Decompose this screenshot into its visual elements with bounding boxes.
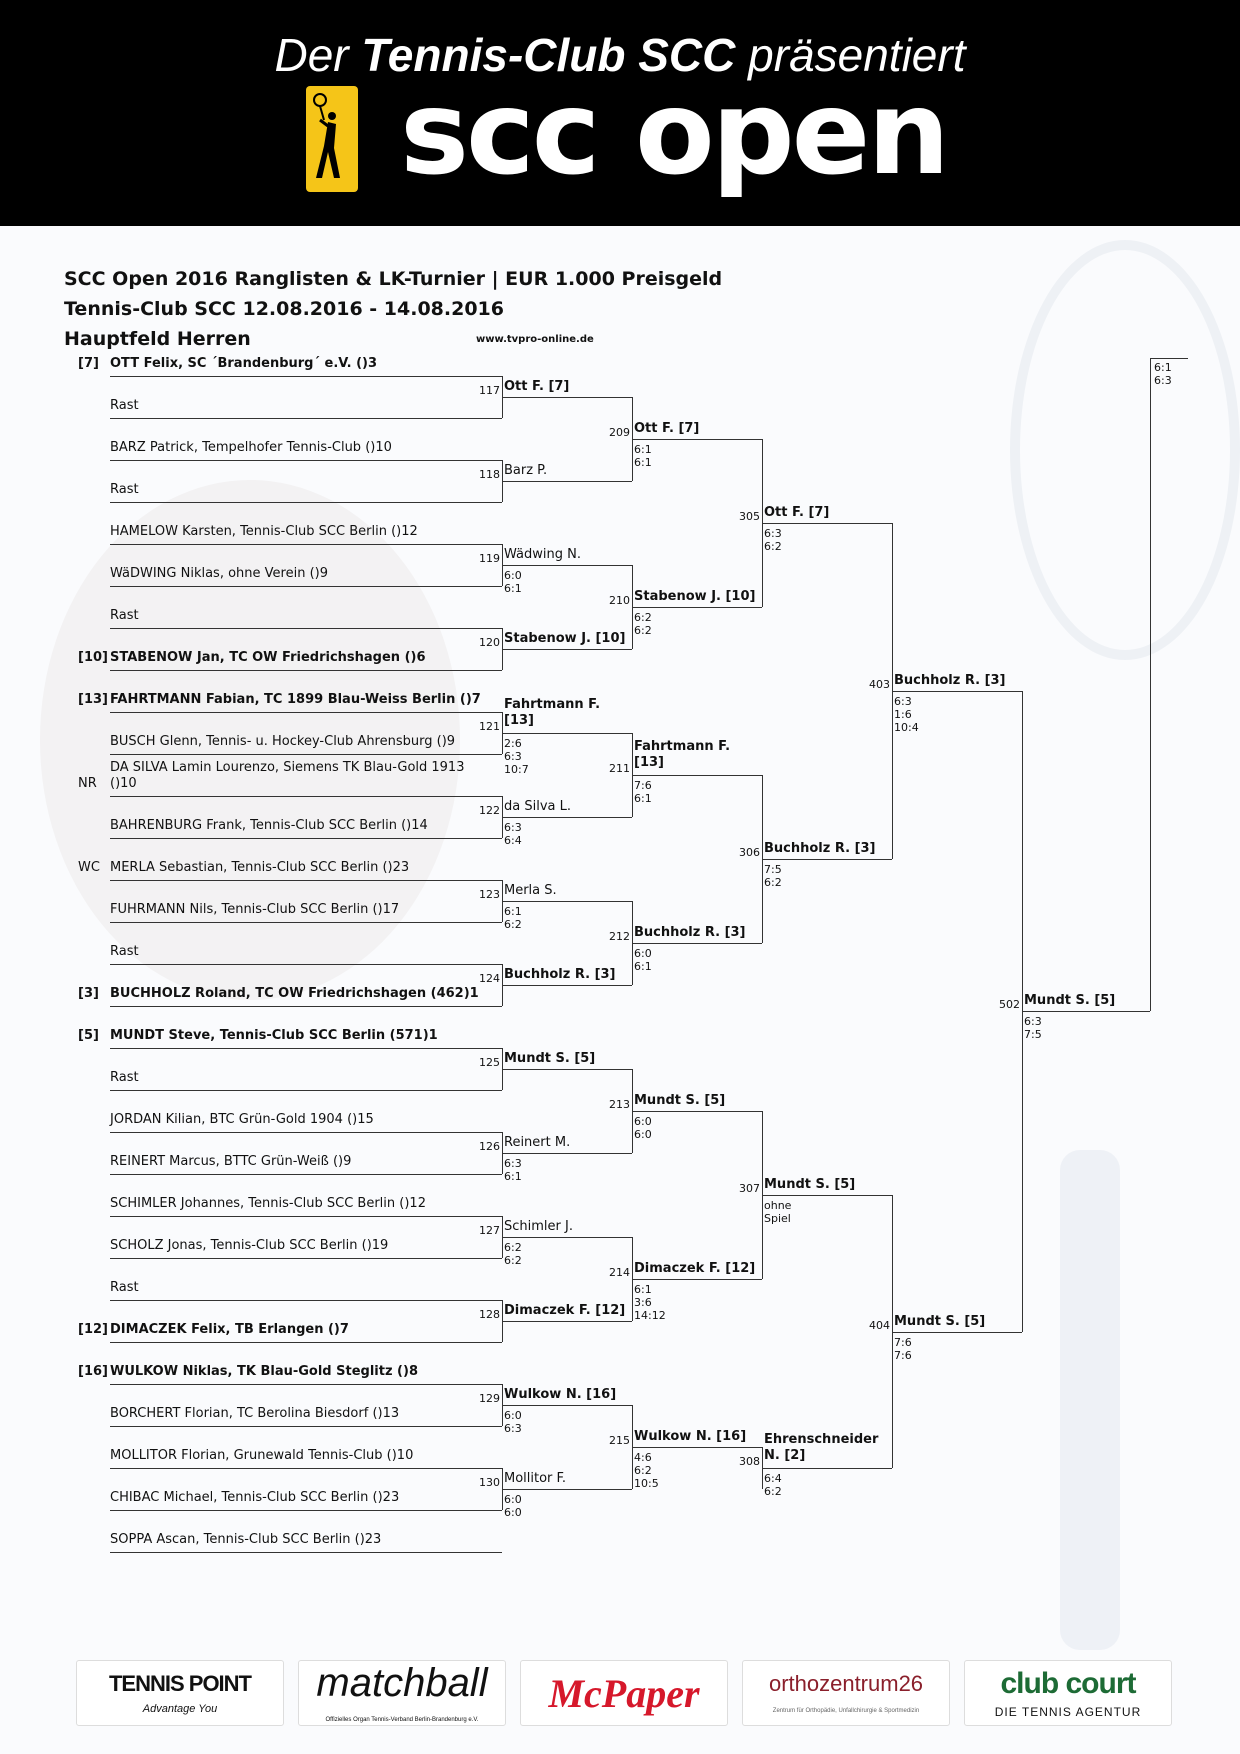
doc-venue-dates: Tennis-Club SCC 12.08.2016 - 14.08.2016 [64,298,504,320]
player-line [110,586,502,587]
match-score: 7:5 6:2 [764,863,782,889]
sponsor-matchball[interactable] [298,1660,506,1726]
winner-line [502,1489,632,1490]
player-line [110,670,502,671]
sponsor-orthozentrum-tagline: Zentrum für Orthopädie, Unfallchirurgie & Sportmedizin [772,1707,920,1714]
match-number: 212 [609,930,630,943]
match-number: 124 [479,972,500,985]
match-winner: Ehrenschneider N. [2] [764,1432,879,1463]
match-winner: Stabenow J. [10] [634,589,756,604]
match-number: 125 [479,1056,500,1069]
player-line [110,796,502,797]
match-number: 117 [479,384,500,397]
player-line [110,460,502,461]
player-entry: MOLLITOR Florian, Grunewald Tennis-Club ()10 [110,1448,414,1463]
match-score: 6:0 6:0 [504,1493,522,1519]
player-line [110,1258,502,1259]
match-number: 403 [869,678,890,691]
match-winner: Dimaczek F. [12] [504,1303,626,1318]
player-entry: HAMELOW Karsten, Tennis-Club SCC Berlin ()12 [110,524,418,539]
match-score: 6:4 6:2 [764,1472,782,1498]
sponsor-clubcourt-name: club court [1000,1666,1136,1700]
player-line [110,1468,502,1469]
winner-line [502,817,632,818]
player-seed: [13] [78,692,108,707]
winner-line [502,985,632,986]
winner-line [632,439,762,440]
winner-line [502,481,632,482]
player-seed: [7] [78,356,99,371]
winner-line [502,1237,632,1238]
winner-line [762,523,892,524]
match-score: 6:0 6:1 [634,947,652,973]
winner-line [1022,1011,1150,1012]
match-winner: Buchholz R. [3] [764,841,876,856]
player-line [110,1510,502,1511]
player-entry: CHIBAC Michael, Tennis-Club SCC Berlin ()23 [110,1490,400,1505]
player-line [110,1342,502,1343]
player-entry: REINERT Marcus, BTTC Grün-Weiß ()9 [110,1154,352,1169]
match-winner: Schimler J. [504,1219,573,1234]
player-line [110,376,502,377]
player-entry: BARZ Patrick, Tempelhofer Tennis-Club ()10 [110,440,392,455]
match-winner: Merla S. [504,883,557,898]
winner-line [502,397,632,398]
match-number: 209 [609,426,630,439]
player-line [110,1048,502,1049]
sponsor-tennispoint-name: TENNIS POINT [108,1670,251,1696]
player-line [110,880,502,881]
match-score: 6:0 6:1 [504,569,522,595]
match-number: 122 [479,804,500,817]
player-line [110,922,502,923]
match-winner: Stabenow J. [10] [504,631,626,646]
player-line [110,838,502,839]
winner-line [632,943,762,944]
player-line [110,1090,502,1091]
match-number: 120 [479,636,500,649]
winner-line [502,1321,632,1322]
player-entry: OTT Felix, SC ´Brandenburg´ e.V. ()3 [110,356,378,371]
doc-title: SCC Open 2016 Ranglisten & LK-Turnier | EUR 1.000 Preisgeld [64,268,723,290]
player-seed: [10] [78,650,108,665]
background-racket-handle [1060,1150,1120,1650]
player-entry: MUNDT Steve, Tennis-Club SCC Berlin (571)1 [110,1028,438,1043]
player-line [110,712,502,713]
player-line [110,628,502,629]
match-number: 119 [479,552,500,565]
sponsor-clubcourt[interactable] [964,1660,1172,1726]
player-line [110,1426,502,1427]
sponsor-bar [0,1650,1240,1754]
match-score: 6:3 6:1 [504,1157,522,1183]
player-entry: Rast [110,1070,139,1085]
match-number: 214 [609,1266,630,1279]
match-winner: Ott F. [7] [764,505,830,520]
winner-line [502,1153,632,1154]
match-score: 7:6 6:1 [634,779,652,805]
doc-draw-name: Hauptfeld Herren [64,328,251,350]
player-line [110,754,502,755]
match-number: 118 [479,468,500,481]
match-number: 127 [479,1224,500,1237]
player-line [110,1132,502,1133]
match-winner: Reinert M. [504,1135,571,1150]
player-seed: [12] [78,1322,108,1337]
player-entry: BUSCH Glenn, Tennis- u. Hockey-Club Ahrensburg ()9 [110,734,456,749]
player-entry: BUCHHOLZ Roland, TC OW Friedrichshagen (462)1 [110,986,479,1001]
player-entry: Rast [110,608,139,623]
winner-line [502,649,632,650]
player-entry: WäDWING Niklas, ohne Verein ()9 [110,566,328,581]
player-entry: SCHOLZ Jonas, Tennis-Club SCC Berlin ()19 [110,1238,389,1253]
event-title: scc open [400,66,947,201]
player-entry: DA SILVA Lamin Lourenzo, Siemens TK Blau-Gold 1913 ()10 [110,760,465,791]
match-number: 210 [609,594,630,607]
match-winner: Mundt S. [5] [764,1177,856,1192]
sponsor-matchball-tagline: Offizielles Organ Tennis-Verband Berlin-Brandenburg e.V. [325,1717,479,1723]
match-winner: Dimaczek F. [12] [634,1261,756,1276]
player-entry: SCHIMLER Johannes, Tennis-Club SCC Berlin ()12 [110,1196,426,1211]
match-number: 307 [739,1182,760,1195]
final-connector [1150,358,1151,1011]
winner-line [892,1332,1022,1333]
player-line [110,1216,502,1217]
player-entry: BORCHERT Florian, TC Berolina Biesdorf ()13 [110,1406,400,1421]
match-number: 130 [479,1476,500,1489]
player-entry: JORDAN Kilian, BTC Grün-Gold 1904 ()15 [110,1112,374,1127]
player-line [110,418,502,419]
winner-line [762,1468,892,1469]
winner-line [502,901,632,902]
player-entry: FUHRMANN Nils, Tennis-Club SCC Berlin ()17 [110,902,400,917]
match-number: 213 [609,1098,630,1111]
winner-line [632,775,762,776]
tennis-player-icon [306,86,358,192]
match-winner: Ott F. [7] [504,379,570,394]
match-score: ohne Spiel [764,1199,792,1225]
match-number: 129 [479,1392,500,1405]
player-line [110,1384,502,1385]
match-score: 6:3 1:6 10:4 [894,695,919,734]
match-number: 306 [739,846,760,859]
sponsor-matchball-name: matchball [316,1661,488,1705]
match-winner: Barz P. [504,463,548,478]
match-number: 128 [479,1308,500,1321]
match-winner: Buchholz R. [3] [894,673,1006,688]
winner-line [502,565,632,566]
sponsor-mcpaper-name: McPaper [548,1670,700,1716]
sponsor-clubcourt-tagline: DIE TENNIS AGENTUR [994,1704,1142,1719]
winner-line [762,1195,892,1196]
player-seed: NR [78,776,97,791]
tagline-pre: Der [274,29,362,81]
match-score: 6:1 3:6 14:12 [634,1283,666,1322]
winner-line [632,607,762,608]
match-number: 215 [609,1434,630,1447]
match-winner: Buchholz R. [3] [634,925,746,940]
winner-line [762,859,892,860]
match-number: 121 [479,720,500,733]
match-winner: Wulkow N. [16] [634,1429,747,1444]
match-score: 6:0 6:0 [634,1115,652,1141]
match-winner: Mollitor F. [504,1471,567,1486]
match-winner: Fahrtmann F. [13] [504,697,601,728]
winner-line [632,1447,762,1448]
sponsor-tennispoint-tagline: Advantage You [142,1702,218,1715]
player-entry: STABENOW Jan, TC OW Friedrichshagen ()6 [110,650,426,665]
player-line [110,544,502,545]
player-line [110,1174,502,1175]
player-entry: Rast [110,398,139,413]
player-entry: SOPPA Ascan, Tennis-Club SCC Berlin ()23 [110,1532,382,1547]
match-score: 6:1 6:2 [504,905,522,931]
player-entry: DIMACZEK Felix, TB Erlangen ()7 [110,1322,349,1337]
match-number: 308 [739,1455,760,1468]
player-entry: FAHRTMANN Fabian, TC 1899 Blau-Weiss Berlin ()7 [110,692,481,707]
player-seed: [5] [78,1028,99,1043]
match-number: 305 [739,510,760,523]
header-banner [0,0,1240,226]
player-line [110,1552,502,1553]
background-racket [1010,240,1240,660]
player-seed: WC [78,860,100,875]
match-number: 126 [479,1140,500,1153]
match-winner: Wulkow N. [16] [504,1387,617,1402]
match-score: 6:3 7:5 [1024,1015,1042,1042]
player-entry: Rast [110,482,139,497]
player-line [110,1006,502,1007]
match-winner: da Silva L. [504,799,571,814]
winner-line [632,1111,762,1112]
sponsor-mcpaper[interactable] [520,1660,728,1726]
match-score: 6:3 6:4 [504,821,522,847]
match-number: 123 [479,888,500,901]
match-winner: Fahrtmann F. [13] [634,739,731,770]
final-top-line [1150,358,1188,359]
source-url: www.tvpro-online.de [476,334,594,345]
player-entry: BAHRENBURG Frank, Tennis-Club SCC Berlin ()14 [110,818,428,833]
winner-line [502,1069,632,1070]
tagline-post: präsentiert [735,29,966,81]
match-score: 7:6 7:6 [894,1335,912,1362]
final-score: 6:1 6:3 [1154,361,1172,387]
sponsor-tennispoint[interactable] [76,1660,284,1726]
match-score: 4:6 6:2 10:5 [634,1451,659,1490]
match-winner: Mundt S. [5] [1024,993,1116,1009]
player-entry: MERLA Sebastian, Tennis-Club SCC Berlin ()23 [110,860,410,875]
match-winner: Mundt S. [5] [504,1051,596,1066]
player-seed: [16] [78,1364,108,1379]
match-score: 6:2 6:2 [504,1241,522,1267]
match-number: 502 [999,998,1020,1012]
club-logo-badge [306,86,358,192]
match-score: 6:1 6:1 [634,443,652,469]
match-score: 6:3 6:2 [764,527,782,553]
player-seed: [3] [78,986,99,1001]
winner-line [502,1405,632,1406]
match-winner: Ott F. [7] [634,421,700,436]
winner-line [502,733,632,734]
match-score: 2:6 6:3 10:7 [504,737,529,776]
match-number: 211 [609,762,630,775]
player-line [110,502,502,503]
player-entry: Rast [110,944,139,959]
match-number: 404 [869,1318,890,1332]
sponsor-orthozentrum[interactable] [742,1660,950,1726]
player-entry: Rast [110,1280,139,1295]
player-entry: WULKOW Niklas, TK Blau-Gold Steglitz ()8 [110,1364,418,1379]
match-score: 6:2 6:2 [634,611,652,637]
match-score: 6:0 6:3 [504,1409,522,1435]
player-line [110,1300,502,1301]
sponsor-orthozentrum-name: orthozentrum26 [768,1670,924,1696]
match-winner: Wädwing N. [504,547,581,562]
tagline-club: Tennis-Club SCC [361,29,736,81]
match-winner: Mundt S. [5] [634,1093,726,1108]
match-winner: Buchholz R. [3] [504,967,616,982]
winner-line [632,1279,762,1280]
match-winner: Mundt S. [5] [894,1313,986,1329]
player-line [110,964,502,965]
winner-line [892,691,1022,692]
